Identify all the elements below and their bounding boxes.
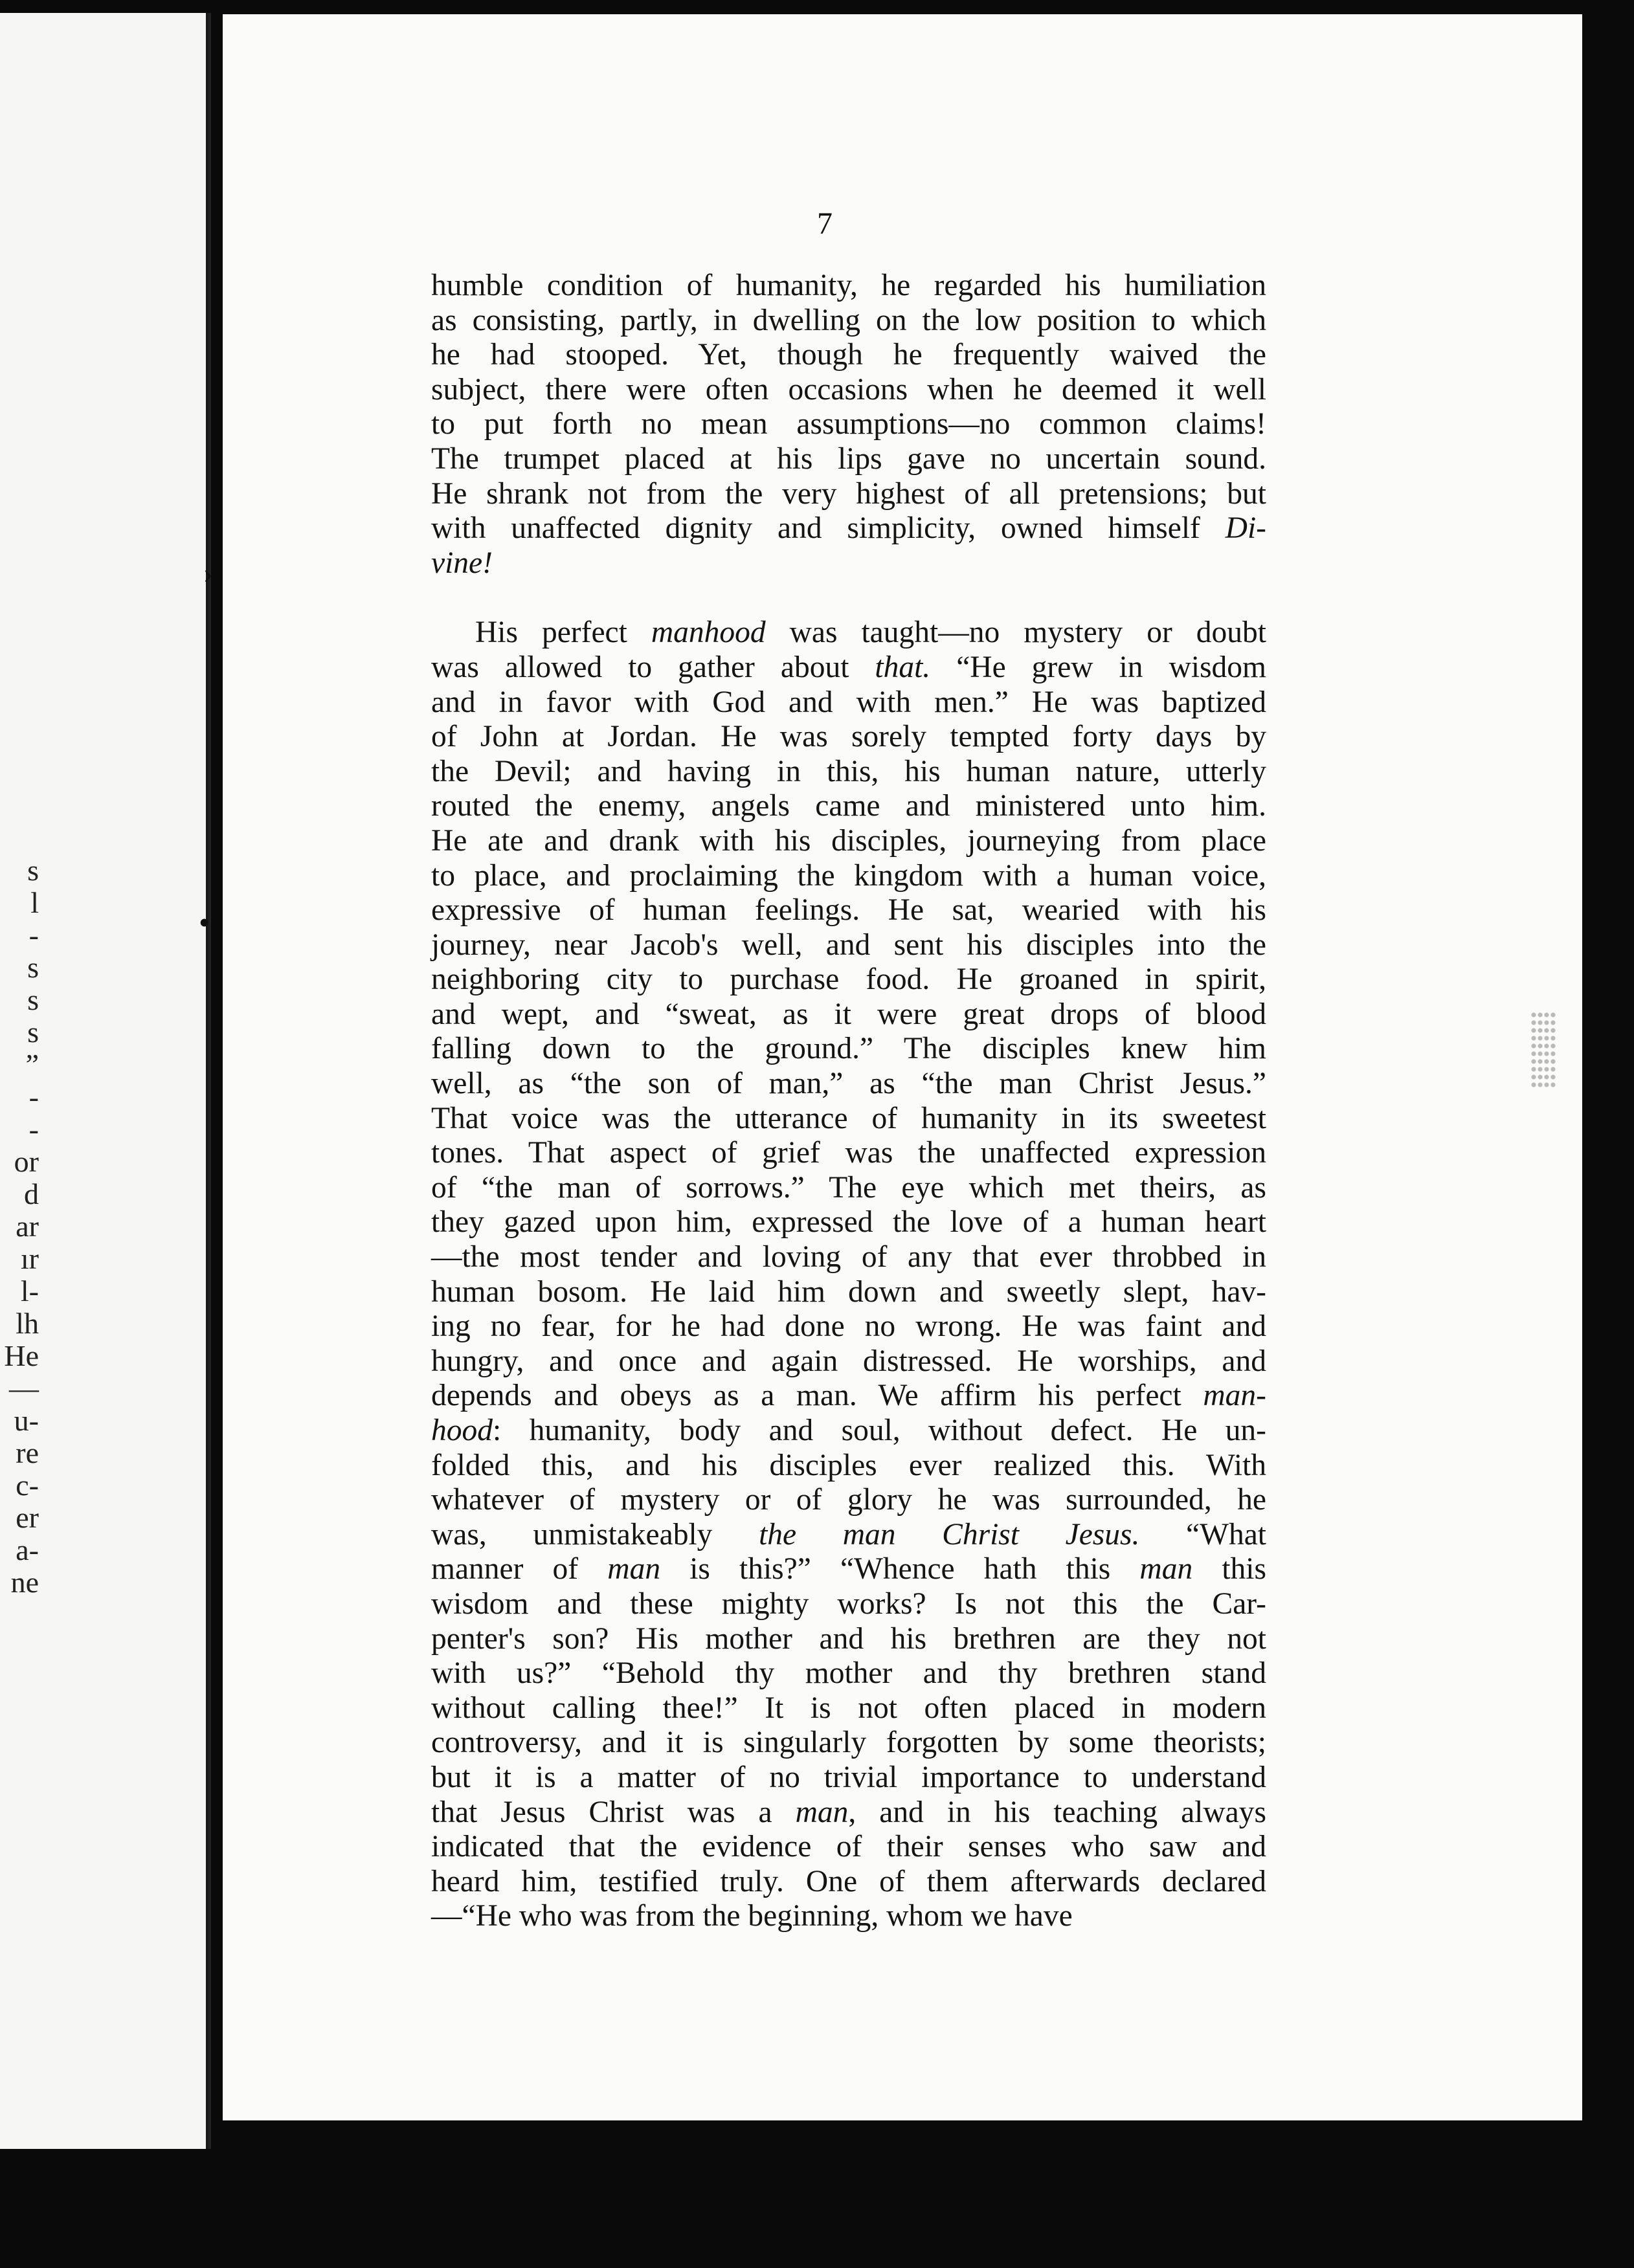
text-line: but it is a matter of no trivial importance to understand xyxy=(431,1760,1266,1794)
margin-fragment: ne xyxy=(10,1566,39,1599)
gutter-mark: › xyxy=(203,557,213,589)
text-line: penter's son? His mother and his brethren are they not xyxy=(431,1621,1266,1656)
text-line: they gazed upon him, expressed the love of a human heart xyxy=(431,1205,1266,1240)
text-line: heard him, testified truly. One of them afterwards declared xyxy=(431,1864,1266,1898)
margin-fragment: l xyxy=(30,886,39,919)
scan-speck xyxy=(1530,1011,1556,1089)
text-line: He ate and drank with his disciples, journeying from place xyxy=(431,823,1266,858)
text-line: vine! xyxy=(431,546,493,580)
margin-fragment: er xyxy=(16,1501,39,1534)
text-line: indicated that the evidence of their senses who saw and xyxy=(431,1830,1266,1864)
text-line: expressive of human feelings. He sat, wearied with his xyxy=(431,893,1266,928)
page-number: 7 xyxy=(817,206,833,241)
margin-fragment: He xyxy=(4,1339,39,1372)
text-line: of John at Jordan. He was sorely tempted forty days by xyxy=(431,720,1266,754)
text-line: to put forth no mean assumptions—no common claims! xyxy=(431,407,1266,441)
text-line: neighboring city to purchase food. He groaned in spirit, xyxy=(431,962,1266,997)
text-line: well, as “the son of man,” as “the man Christ Jesus.” xyxy=(431,1067,1266,1101)
text-line: controversy, and it is singularly forgotten by some theorists; xyxy=(431,1726,1266,1760)
text-line: journey, near Jacob's well, and sent his disciples into the xyxy=(431,928,1266,962)
text-line: tones. That aspect of grief was the unaffected expression xyxy=(431,1136,1266,1170)
gutter-mark: • xyxy=(199,907,210,939)
margin-fragment: re xyxy=(16,1436,39,1469)
margin-fragment: ır xyxy=(20,1242,39,1275)
text-line: ing no fear, for he had done no wrong. He was faint and xyxy=(431,1309,1266,1344)
text-line: hood: humanity, body and soul, without defect. He un- xyxy=(431,1414,1266,1447)
text-line: The trumpet placed at his lips gave no uncertain sound. xyxy=(431,441,1266,476)
text-line: and wept, and “sweat, as it were great drops of blood xyxy=(431,997,1266,1031)
text-line: wisdom and these mighty works? Is not this the Car- xyxy=(431,1586,1266,1621)
margin-fragment: d xyxy=(24,1177,39,1210)
text-line: falling down to the ground.” The disciples knew him xyxy=(431,1032,1266,1066)
margin-fragment: - xyxy=(28,918,39,951)
margin-fragment: - xyxy=(28,1113,39,1146)
page-gutter-rule xyxy=(208,13,211,2149)
text-line: —“He who was from the beginning, whom we have xyxy=(431,1899,1073,1933)
text-line: was, unmistakeably the man Christ Jesus. “What xyxy=(431,1517,1266,1551)
text-line: with us?” “Behold thy mother and thy brethren stand xyxy=(431,1656,1266,1691)
margin-fragment: ar xyxy=(16,1210,39,1243)
paragraph-1 xyxy=(431,269,1266,581)
text-line: that Jesus Christ was a man, and in his teaching always xyxy=(431,1795,1266,1829)
text-line: the Devil; and having in this, his human nature, utterly xyxy=(431,754,1266,788)
paragraph-2 xyxy=(431,616,1266,1934)
margin-fragment: lh xyxy=(16,1307,39,1340)
left-facing-page xyxy=(0,13,210,2149)
text-line: That voice was the utterance of humanity in its sweetest xyxy=(431,1101,1266,1135)
text-line: was allowed to gather about that. “He grew in wisdom xyxy=(431,650,1266,684)
margin-fragment: s xyxy=(27,951,39,984)
text-line: and in favor with God and with men.” He was baptized xyxy=(431,685,1266,719)
text-line: folded this, and his disciples ever realized this. With xyxy=(431,1448,1266,1482)
page-body xyxy=(431,269,1266,1934)
margin-fragment: l- xyxy=(20,1274,39,1307)
text-line: —the most tender and loving of any that ever throbbed in xyxy=(431,1240,1266,1274)
text-line: without calling thee!” It is not often placed in modern xyxy=(431,1691,1266,1725)
text-line: to place, and proclaiming the kingdom with a human voice, xyxy=(431,858,1266,893)
margin-fragment: or xyxy=(14,1145,39,1178)
text-line: of “the man of sorrows.” The eye which met theirs, as xyxy=(431,1170,1266,1205)
margin-fragment: ” xyxy=(25,1048,39,1081)
margin-fragment: a- xyxy=(16,1533,39,1566)
margin-fragment: s xyxy=(27,1016,39,1049)
text-line: hungry, and once and again distressed. He worships, and xyxy=(431,1344,1266,1378)
text-line: routed the enemy, angels came and ministered unto him. xyxy=(431,789,1266,823)
text-line: human bosom. He laid him down and sweetly slept, hav- xyxy=(431,1274,1266,1309)
text-line: He shrank not from the very highest of all pretensions; but xyxy=(431,476,1266,511)
margin-fragment: — xyxy=(9,1372,39,1405)
text-line: with unaffected dignity and simplicity, owned himself Di- xyxy=(431,511,1266,546)
text-line: subject, there were often occasions when he deemed it well xyxy=(431,372,1266,406)
margin-fragment: u- xyxy=(14,1404,39,1437)
margin-fragment: c- xyxy=(16,1469,39,1502)
text-line: he had stooped. Yet, though he frequently waived the xyxy=(431,338,1266,372)
text-line: His perfect manhood was taught—no mystery or doubt xyxy=(475,616,1266,650)
text-line: humble condition of humanity, he regarded his humiliation xyxy=(431,269,1266,302)
margin-fragment: s xyxy=(27,983,39,1016)
margin-fragment: s xyxy=(27,854,39,887)
text-line: whatever of mystery or of glory he was surrounded, he xyxy=(431,1483,1266,1517)
text-line: as consisting, partly, in dwelling on the low position to which xyxy=(431,303,1266,337)
margin-fragment: - xyxy=(28,1080,39,1113)
text-line: manner of man is this?” “Whence hath this man this xyxy=(431,1552,1266,1586)
left-page-margin-text xyxy=(0,854,39,1599)
text-line: depends and obeys as a man. We affirm his perfect man- xyxy=(431,1379,1266,1413)
